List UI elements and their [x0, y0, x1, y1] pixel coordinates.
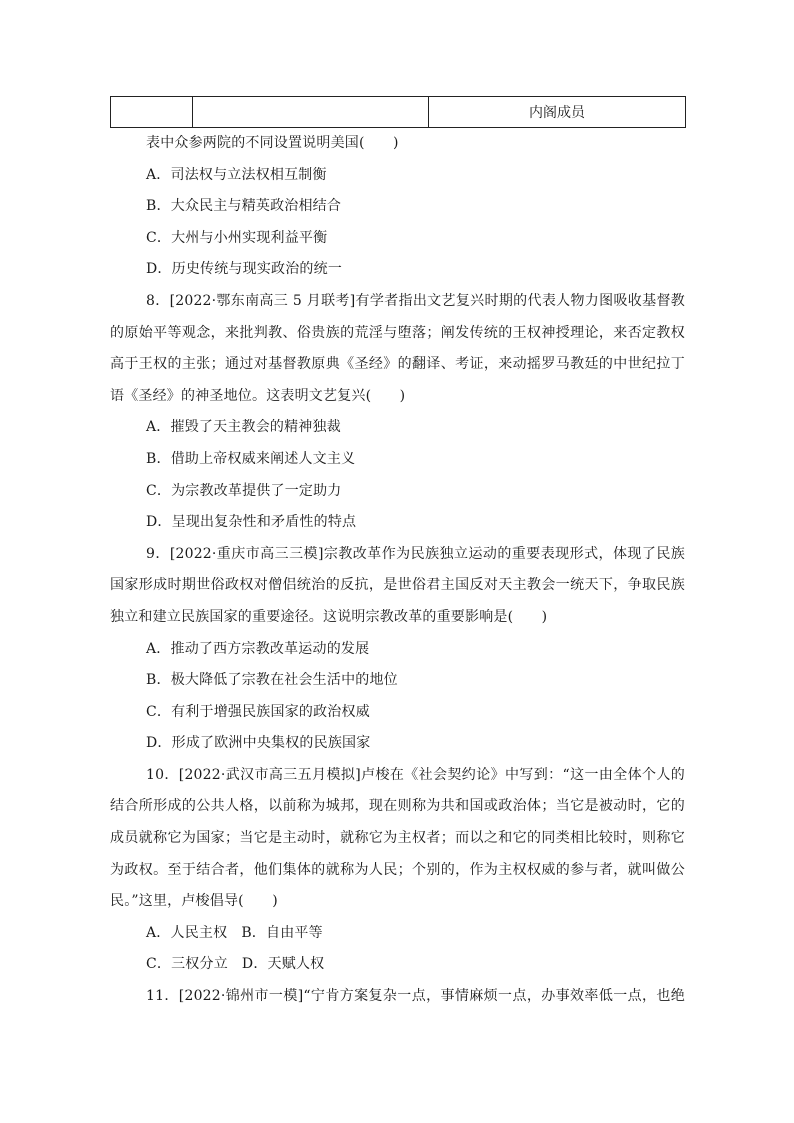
q7-option-d: D．历史传统与现实政治的统一 — [146, 261, 343, 278]
q10-line-3: 成员就称它为国家；当它是主动时，就称它为主权者；而以之和它的同类相比较时，则称它 — [110, 830, 685, 847]
q8-option-a: A．摧毁了天主教会的精神独裁 — [146, 419, 341, 436]
q11-line-1: 11．[2022·锦州市一模]“宁肯方案复杂一点，事情麻烦一点，办事效率低一点，也绝 — [146, 988, 685, 1005]
q10-option-c: C．三权分立 — [146, 956, 228, 973]
q8-line-1: 8．[2022·鄂东南高三 5 月联考]有学者指出文艺复兴时期的代表人物力图吸收基督教 — [146, 292, 685, 309]
members-table — [110, 96, 686, 128]
q8-option-d: D．呈现出复杂性和矛盾性的特点 — [146, 514, 357, 531]
q8-line-2: 的原始平等观念，来批判教、俗贵族的荒淫与堕落；阐发传统的王权神授理论，来否定教权 — [110, 324, 685, 341]
q10-option-d: D．天赋人权 — [241, 956, 325, 973]
q7-option-b: B．大众民主与精英政治相结合 — [146, 198, 342, 215]
q9-line-2: 国家形成时期世俗政权对僧侣统治的反抗，是世俗君主国反对天主教会一统天下，争取民族 — [110, 577, 685, 594]
q7-stem: 表中众参两院的不同设置说明美国( ) — [146, 135, 399, 151]
q10-line-5: 民。”这里，卢梭倡导( ) — [110, 893, 278, 910]
q10-line-4: 为政权。至于结合者，他们集体的就称为人民；个别的，作为主权权威的参与者，就叫做公 — [110, 861, 685, 878]
q10-line-2: 结合所形成的公共人格，以前称为城邦，现在则称为共和国或政治体；当它是被动时，它的 — [110, 798, 685, 815]
q8-line-4: 语《圣经》的神圣地位。这表明文艺复兴( ) — [110, 387, 406, 404]
q10-options-row-2 — [110, 949, 685, 981]
q10-options-row-1 — [110, 918, 685, 950]
q9-line-1: 9．[2022·重庆市高三三模]宗教改革作为民族独立运动的重要表现形式，体现了民族 — [146, 545, 685, 562]
q10-option-a: A．人民主权 — [146, 924, 228, 941]
q8-option-b: B．借助上帝权威来阐述人文主义 — [146, 450, 356, 467]
q7-option-c: C．大州与小州实现利益平衡 — [146, 229, 328, 246]
q9-option-a: A．推动了西方宗教改革运动的发展 — [146, 640, 370, 657]
q10-line-1: 10．[2022·武汉市高三五月模拟]卢梭在《社会契约论》中写到：“这一由全体个人的 — [146, 766, 685, 783]
q10-option-b: B．自由平等 — [241, 924, 323, 941]
q9-option-c: C．有利于增强民族国家的政治权威 — [146, 703, 370, 720]
table-cell: 内阁成员 — [429, 97, 686, 128]
table-row — [111, 97, 686, 128]
q8-line-3: 高于王权的主张；通过对基督教原典《圣经》的翻译、考证，来动摇罗马教廷的中世纪拉丁 — [110, 356, 685, 373]
q9-option-b: B．极大降低了宗教在社会生活中的地位 — [146, 672, 398, 689]
q7-option-a: A．司法权与立法权相互制衡 — [146, 166, 327, 183]
table-cell — [193, 97, 429, 128]
q8-option-c: C．为宗教改革提供了一定助力 — [146, 482, 342, 499]
q9-option-d: D．形成了欧洲中央集权的民族国家 — [146, 735, 371, 752]
q9-line-3: 独立和建立民族国家的重要途径。这说明宗教改革的重要影响是( ) — [110, 608, 548, 625]
table-cell — [111, 97, 193, 128]
question-list — [110, 128, 685, 1013]
